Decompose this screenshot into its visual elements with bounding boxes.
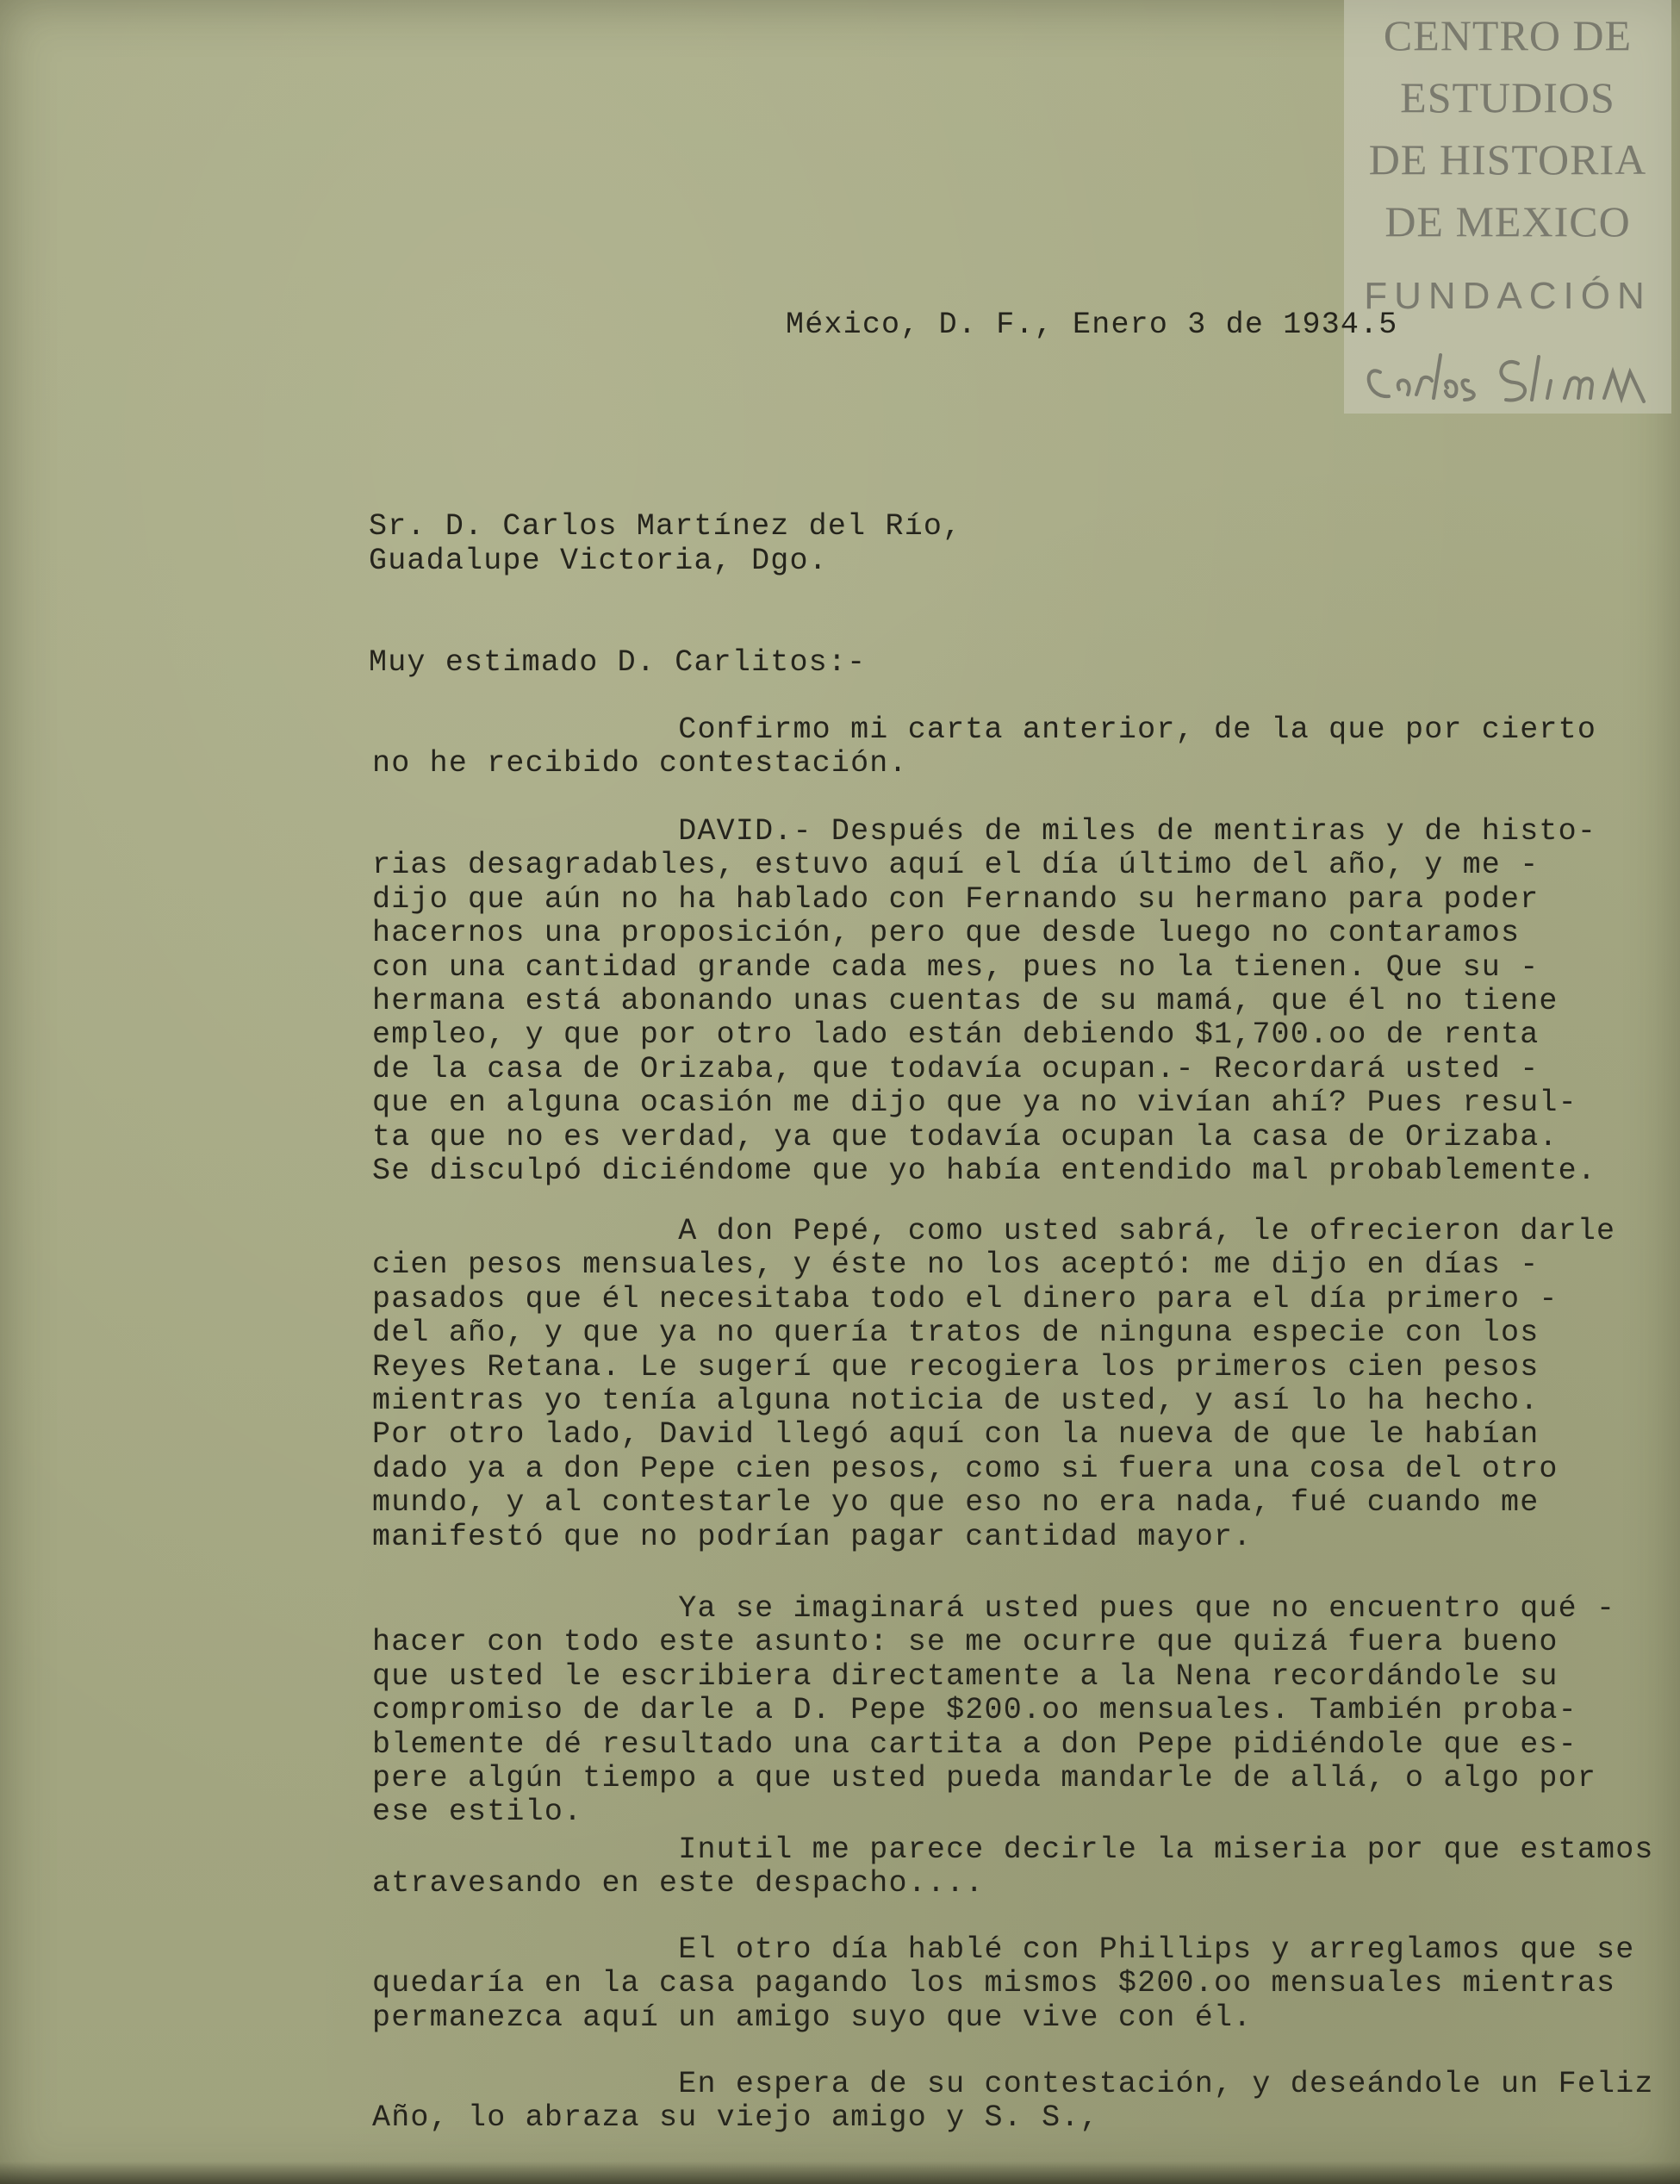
stamp-line: FUNDACIÓN: [1364, 275, 1652, 317]
stamp-line: CENTRO DE: [1383, 11, 1633, 59]
paragraph-3: A don Pepé, como usted sabrá, le ofrecieron darle cien pesos mensuales, y éste no los aceptó: me dijo en días - pasados que él necesitaba todo el dinero para el día primero - del año, y que ya no quería tratos de ninguna especie con los Reyes Retana. Le sugerí que recogiera los primeros cien pesos mientras yo tenía alguna noticia de usted, y así lo ha hecho. Por otro lado, David llegó aquí con la nueva de que le habían dado ya a don Pepe cien pesos, como si fuera una cosa del otro mundo, y al contestarle yo que eso no era nada, fué cuando me manifestó que no podrían pagar cantidad mayor.: [372, 1214, 1616, 1554]
recipient-location: Guadalupe Victoria, Dgo.: [369, 544, 828, 578]
paragraph-4: Ya se imaginará usted pues que no encuentro qué - hacer con todo este asunto: se me ocurre que quizá fuera bueno que usted le escribiera directamente a la Nena recordándole su compromiso de darle a D. Pepe $200.oo mensuales. También proba- blemente dé resultado una cartita a don Pepe pidiéndole que es- pere algún tiempo a que usted pueda mandarle de allá, o algo por ese estilo.: [372, 1591, 1616, 1830]
paragraph-6: El otro día hablé con Phillips y arreglamos que se quedaría en la casa pagando los mismos $200.oo mensuales mientras permanezca aquí un amigo suyo que vive con él.: [372, 1932, 1635, 2035]
paragraph-2: DAVID.- Después de miles de mentiras y de histo- rias desagradables, estuvo aquí el día último del año, y me - dijo que aún no ha hablado con Fernando su hermano para poder hacernos una proposición, pero que desde luego no contaramos con una cantidad grande cada mes, pues no la tienen. Que su - hermana está abonando unas cuentas de su mamá, que él no tiene empleo, y que por otro lado están debiendo $1,700.oo de renta de la casa de Orizaba, que todavía ocupan.- Recordará usted - que en alguna ocasión me dijo que ya no vivían ahí? Pues resul- ta que no es verdad, ya que todavía ocupan la casa de Orizaba. Se disculpó diciéndome que yo había entendido mal probablemente.: [372, 814, 1597, 1189]
signature-mark: [1354, 338, 1664, 407]
salutation: Muy estimado D. Carlitos:-: [369, 645, 867, 680]
archive-stamp: [1344, 0, 1671, 414]
recipient-name: Sr. D. Carlos Martínez del Río,: [369, 509, 962, 544]
paragraph-1: Confirmo mi carta anterior, de la que por cierto no he recibido contestación.: [372, 712, 1597, 781]
stamp-line: DE HISTORIA: [1368, 135, 1647, 184]
stamp-line: ESTUDIOS: [1400, 73, 1615, 121]
paragraph-7: En espera de su contestación, y deseándole un Feliz Año, lo abraza su viejo amigo y S. S.,: [372, 2067, 1654, 2136]
paragraph-5: Inutil me parece decirle la miseria por que estamos atravesando en este despacho....: [372, 1832, 1654, 1901]
letter-date: México, D. F., Enero 3 de 1934.5: [786, 308, 1398, 342]
stamp-line: DE MEXICO: [1384, 197, 1631, 246]
page-bottom-edge: [0, 2162, 1680, 2184]
